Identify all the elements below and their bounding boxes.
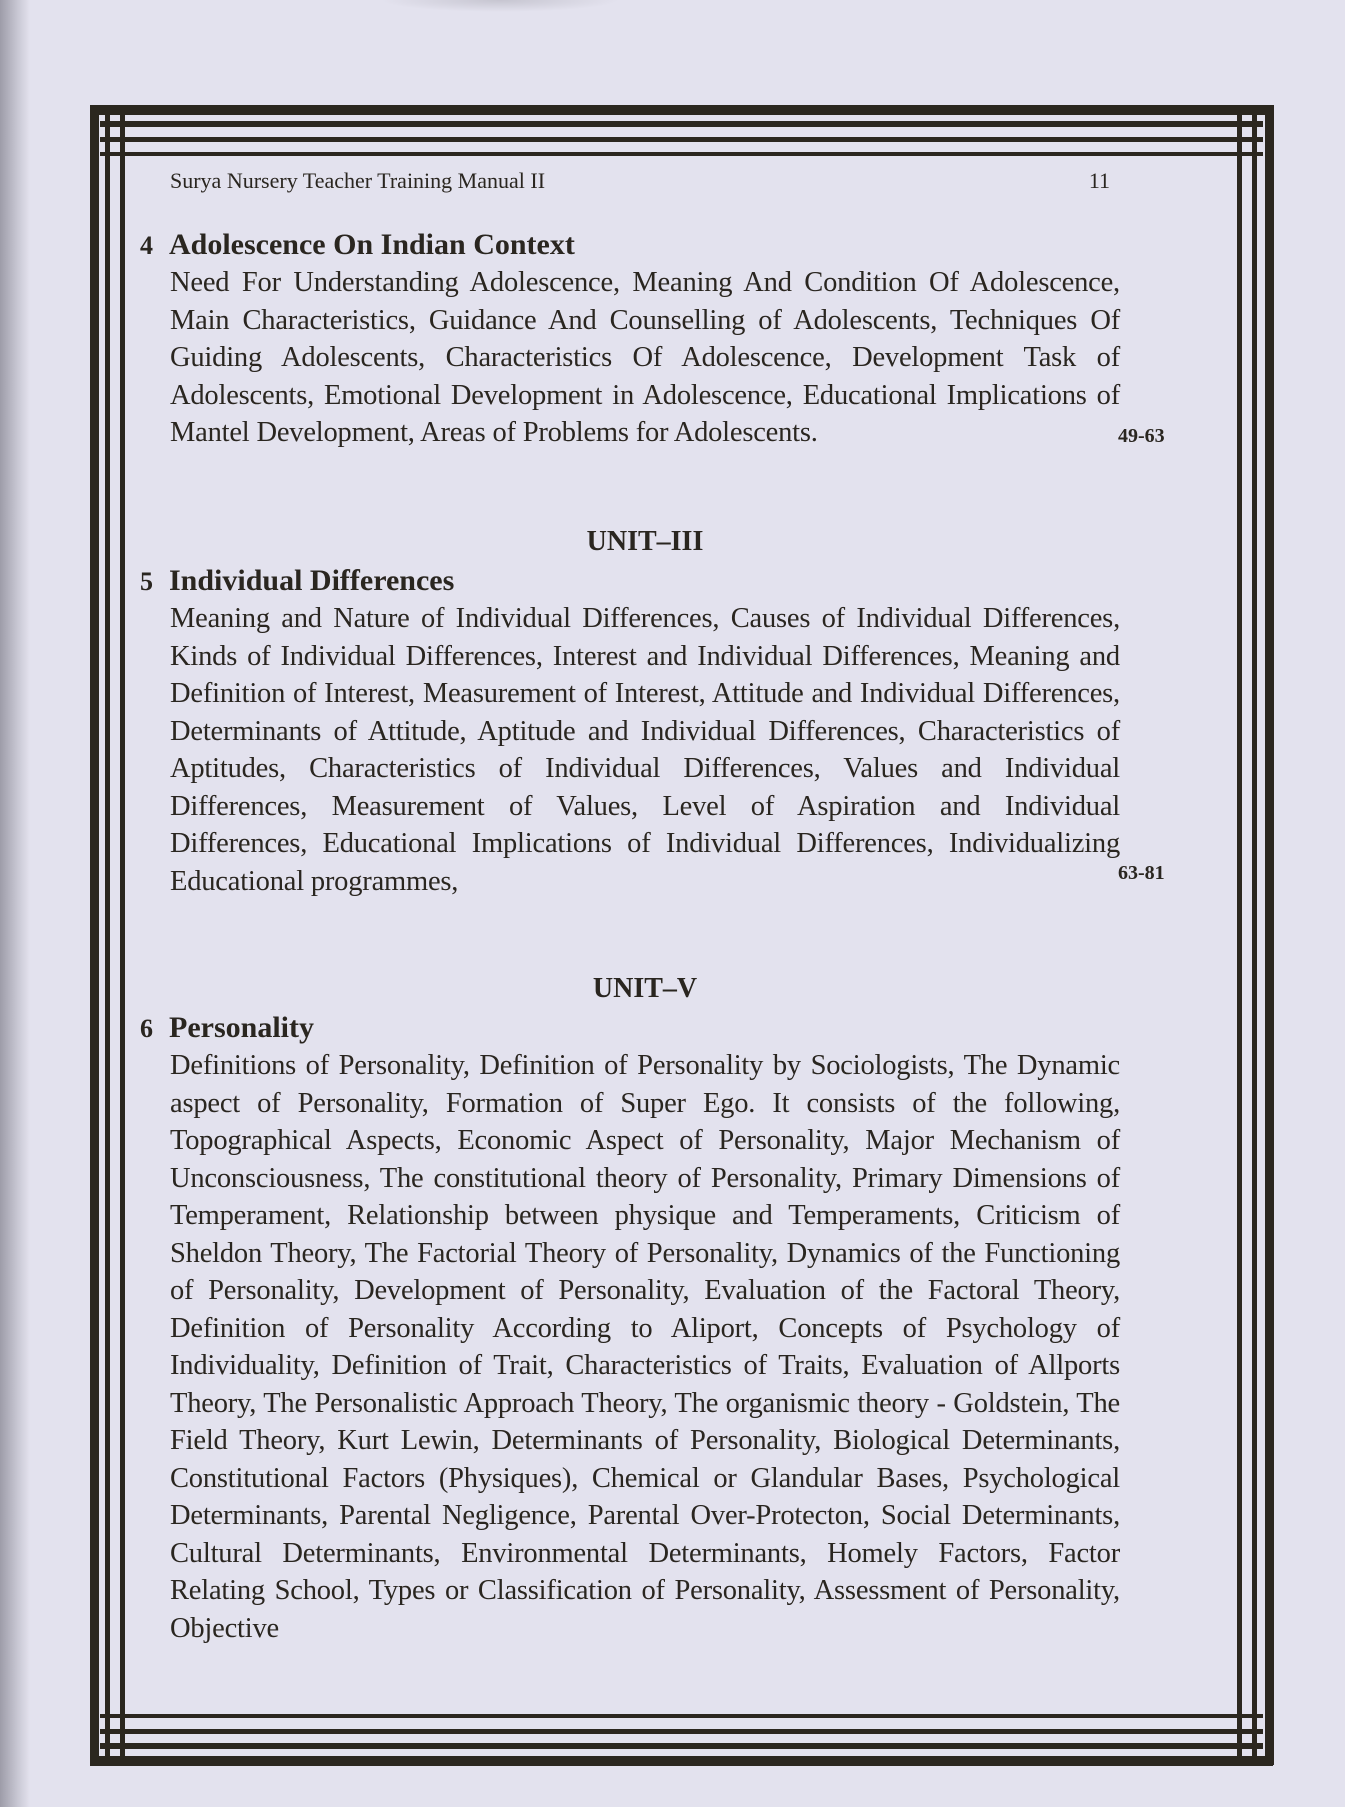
page-range: 49-63 — [1118, 425, 1165, 447]
section-heading: Adolescence On Indian Context — [169, 228, 575, 261]
page-range: 63-81 — [1118, 862, 1165, 884]
toc-section-4 — [140, 227, 1220, 452]
section-heading: Individual Differences — [169, 564, 455, 597]
page-number: 11 — [1088, 168, 1110, 193]
book-spine-shadow — [0, 0, 30, 1807]
page-shadow — [380, 0, 620, 12]
border-line — [1265, 105, 1274, 1765]
book-title: Surya Nursery Teacher Training Manual II — [170, 168, 546, 193]
border-line — [90, 105, 1273, 115]
section-body: Definitions of Personality, Definition of Personality by Sociologists, The Dynamic aspect of Personality, Formation of Super Ego. It consists of the following, Topographical Aspects, Economic Aspect of Personality, Major Mechanism of Unconsciousness, The constitutional theory of Personality, Primary Dimensions of Temperament, Relationship between physique and Temperaments, Criticism of Sheldon Theory, The Factorial Theory of Personality, Dynamics of the Functioning of Personality, Development of Personality, Evaluation of the Factoral Theory, Definition of Personality According to Aliport, Concepts of Psychology of Individuality, Definition of Trait, Characteristics of Traits, Evaluation of Allports Theory, The Personalistic Approach Theory, The organismic theory - Goldstein, The Field Theory, Kurt Lewin, Determinants of Personality, Biological Determinants, Constitutional Factors (Physiques), Chemical or Glandular Bases, Psychological Determinants, Parental Negligence, Parental Over-Protecton, Social Determinants, Cultural Determinants, Environmental Determinants, Homely Factors, Factor Relating School, Types or Classification of Personality, Assessment of Personality, Objective — [170, 1050, 1120, 1644]
section-number: 4 — [140, 231, 153, 260]
border-line — [100, 1714, 1263, 1718]
border-line — [1237, 115, 1242, 1756]
section-number: 5 — [140, 567, 153, 596]
section-title — [140, 563, 1220, 600]
section-title — [140, 227, 1220, 264]
border-line — [100, 1743, 1263, 1749]
border-line — [1252, 115, 1257, 1756]
section-title — [140, 1010, 1220, 1047]
unit-heading: UNIT–V — [592, 973, 698, 1004]
border-line — [100, 137, 1263, 142]
border-line — [90, 1756, 1273, 1766]
border-line — [100, 152, 1263, 156]
toc-section-5 — [140, 563, 1220, 900]
section-body: Need For Understanding Adolescence, Meaning And Condition Of Adolescence, Main Characteristics, Guidance And Counselling of Adolescents, Techniques Of Guiding Adolescents, Characteristics Of Adolescence, Development Task of Adolescents, Emotional Development in Adolescence, Educational Implications of Mantel Development, Areas of Problems for Adolescents. — [170, 267, 1120, 448]
border-line — [120, 115, 125, 1756]
border-line — [100, 121, 1263, 127]
section-number: 6 — [140, 1014, 153, 1043]
section-heading: Personality — [169, 1011, 314, 1044]
border-line — [100, 1729, 1263, 1734]
border-line — [90, 105, 99, 1765]
unit-heading: UNIT–III — [586, 526, 704, 557]
running-header — [170, 168, 1110, 194]
border-line — [105, 115, 110, 1756]
section-body: Meaning and Nature of Individual Differences, Causes of Individual Differences, Kinds of Individual Differences, Interest and Individual Differences, Meaning and Definition of Interest, Measurement of Interest, Attitude and Individual Differences, Determinants of Attitude, Aptitude and Individual Differences, Characteristics of Aptitudes, Characteristics of Individual Differences, Values and Individual Differences, Measurement of Values, Level of Aspiration and Individual Differences, Educational Implications of Individual Differences, Individualizing Educational programmes, — [170, 603, 1120, 897]
toc-section-6 — [140, 1010, 1220, 1647]
